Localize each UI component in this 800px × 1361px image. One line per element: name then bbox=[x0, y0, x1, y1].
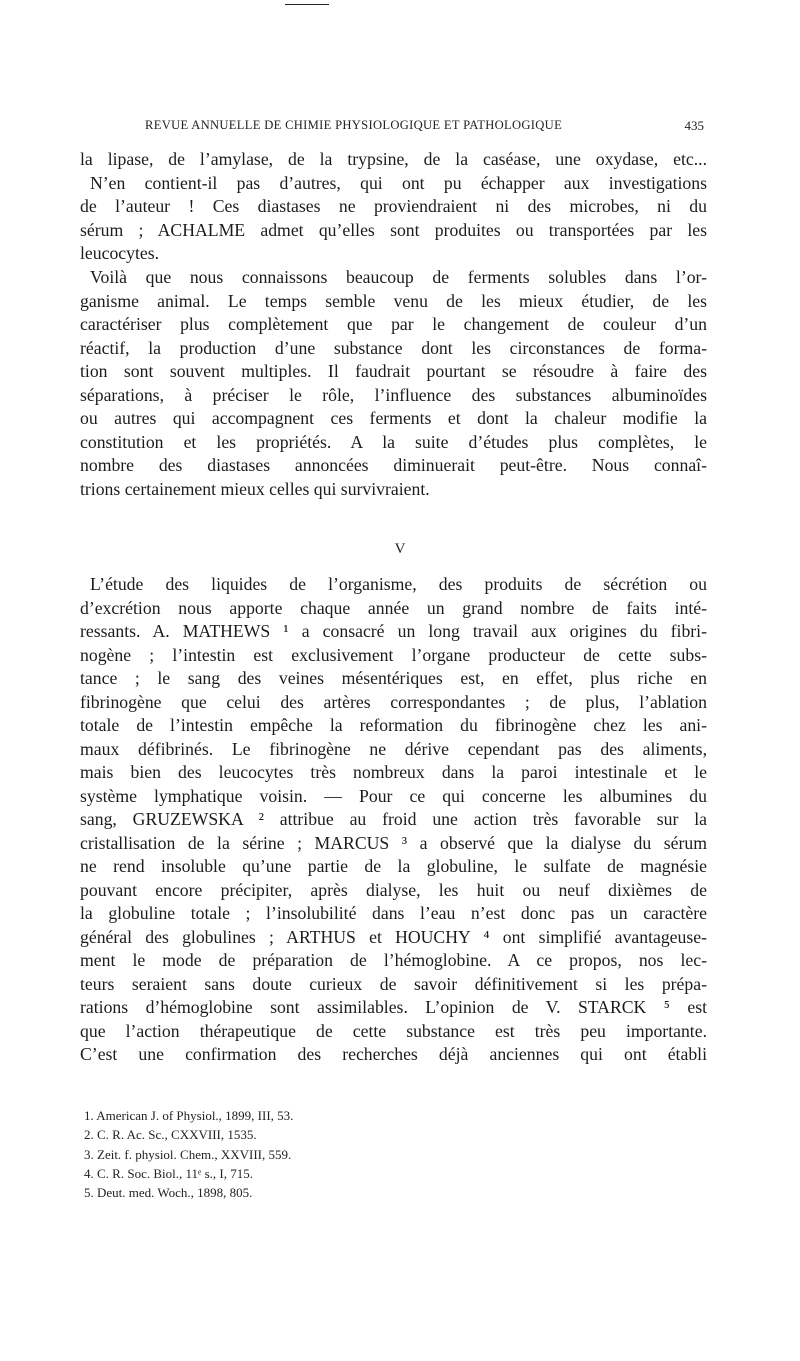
page-number: 435 bbox=[684, 118, 704, 133]
text-line: trions certainement mieux celles qui survivraient. bbox=[80, 478, 430, 499]
text-line: ment le mode de préparation de l’hémoglobine. A ce propos, nos lec- bbox=[80, 950, 707, 970]
text-line: système lymphatique voisin. — Pour ce qui concerne les albumines du bbox=[80, 785, 707, 806]
text-line: N’en contient-il pas d’autres, qui ont pu échapper aux investigations bbox=[90, 172, 707, 193]
text-line: teurs seraient sans doute curieux de savoir définitivement si les prépa- bbox=[80, 973, 707, 994]
text-line: leucocytes. bbox=[80, 243, 160, 263]
text-line: que l’action thérapeutique de cette substance est très peu importante. bbox=[80, 1020, 707, 1041]
text-line: ressants. A. MATHEWS ¹ a consacré un long travail aux origines du fibri- bbox=[80, 621, 707, 641]
text-line: rations d’hémoglobine sont assimilables. L’opinion de V. STARCK ⁵ est bbox=[80, 997, 707, 1017]
top-rule bbox=[285, 4, 329, 5]
footnote-4: 4. C. R. Soc. Biol., 11ᵉ s., I, 715. bbox=[84, 1165, 253, 1181]
paragraph-3 bbox=[80, 573, 707, 1067]
text-line: fibrinogène que celui des artères correspondantes ; de plus, l’ablation bbox=[80, 691, 707, 712]
text-line: mais bien des leucocytes très nombreux dans la paroi intestinale et le bbox=[80, 762, 707, 782]
text-line: constitution et les propriétés. A la suite d’études plus complètes, le bbox=[80, 431, 707, 452]
text-line: sang, GRUZEWSKA ² attribue au froid une action très favorable sur la bbox=[80, 809, 707, 829]
text-line: la lipase, de l’amylase, de la trypsine, de la caséase, une oxydase, etc... bbox=[80, 149, 707, 169]
text-line: sérum ; ACHALME admet qu’elles sont produites ou transportées par les bbox=[80, 219, 707, 240]
paragraph-2 bbox=[80, 266, 707, 501]
running-head: REVUE ANNUELLE DE CHIMIE PHYSIOLOGIQUE ET PATHOLOGIQUE bbox=[145, 118, 563, 132]
text-line: de l’auteur ! Ces diastases ne proviendraient ni des microbes, ni du bbox=[80, 196, 707, 216]
text-line: tance ; le sang des veines mésentériques est, en effet, plus riche en bbox=[80, 668, 707, 688]
text-line: maux défibrinés. Le fibrinogène ne dérive cependant pas des aliments, bbox=[80, 738, 707, 759]
footnote-3: 3. Zeit. f. physiol. Chem., XXVIII, 559. bbox=[84, 1146, 292, 1162]
text-line: général des globulines ; ARTHUS et HOUCHY ⁴ ont simplifié avantageuse- bbox=[80, 926, 707, 947]
text-line: ou autres qui accompagnent ces ferments et dont la chaleur modifie la bbox=[80, 408, 707, 428]
text-line: ganisme animal. Le temps semble venu de les mieux étudier, de les bbox=[80, 290, 707, 311]
text-line: la globuline totale ; l’insolubilité dans l’eau n’est donc pas un caractère bbox=[80, 903, 707, 923]
text-line: nombre des diastases annoncées diminuerait peut-être. Nous connaî- bbox=[80, 455, 707, 475]
footnotes bbox=[84, 1106, 604, 1202]
text-line: tion sont souvent multiples. Il faudrait pourtant se résoudre à faire des bbox=[80, 361, 707, 381]
text-line: caractériser plus complètement que par le changement de couleur d’un bbox=[80, 314, 707, 334]
paragraph-1 bbox=[80, 148, 707, 266]
footnote-1: 1. American J. of Physiol., 1899, III, 53. bbox=[84, 1108, 294, 1123]
footnote-5: 5. Deut. med. Woch., 1898, 805. bbox=[84, 1185, 253, 1201]
text-line: séparations, à préciser le rôle, l’influence des substances albuminoïdes bbox=[80, 384, 707, 405]
text-line: d’excrétion nous apporte chaque année un grand nombre de faits inté- bbox=[80, 597, 707, 618]
text-line: C’est une confirmation des recherches déjà anciennes qui ont établi bbox=[80, 1044, 707, 1064]
text-line: nogène ; l’intestin est exclusivement l’organe producteur de cette subs- bbox=[80, 644, 707, 665]
section-heading: V bbox=[394, 541, 406, 557]
text-line: cristallisation de la sérine ; MARCUS ³ a observé que la dialyse du sérum bbox=[80, 832, 707, 853]
text-line: ne rend insoluble qu’une partie de la globuline, le sulfate de magnésie bbox=[80, 856, 707, 876]
text-line: réactif, la production d’une substance dont les circonstances de forma- bbox=[80, 337, 707, 358]
footnote-2: 2. C. R. Ac. Sc., CXXVIII, 1535. bbox=[84, 1127, 257, 1143]
text-line: Voilà que nous connaissons beaucoup de ferments solubles dans l’or- bbox=[90, 267, 707, 287]
text-line: totale de l’intestin empêche la reformation du fibrinogène chez les ani- bbox=[80, 715, 707, 735]
text-line: L’étude des liquides de l’organisme, des produits de sécrétion ou bbox=[90, 574, 707, 594]
text-line: pouvant encore précipiter, après dialyse, les huit ou neuf dixièmes de bbox=[80, 879, 707, 900]
